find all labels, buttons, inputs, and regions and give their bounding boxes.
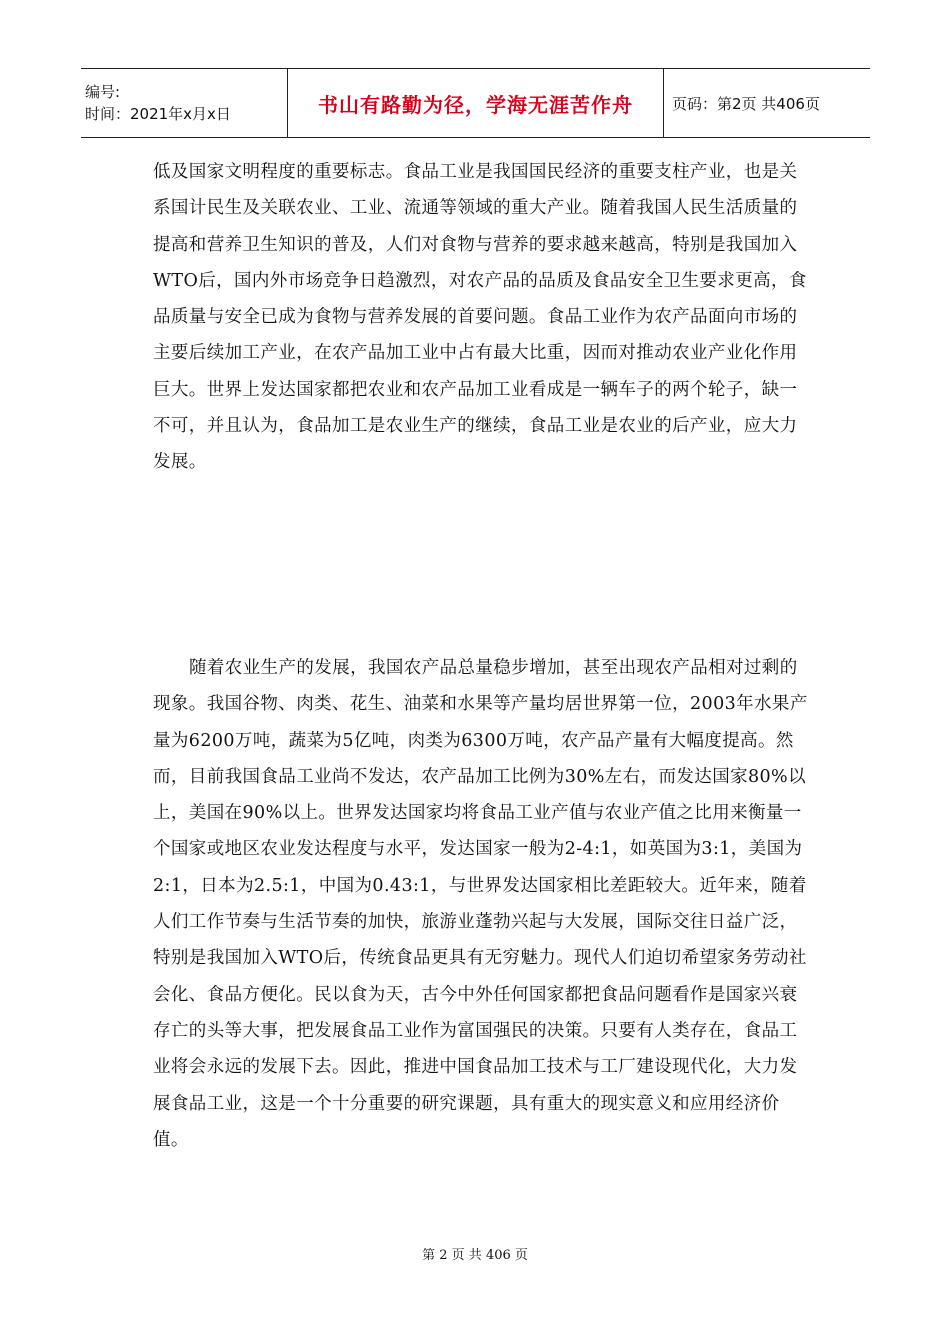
header-motto: 书山有路勤为径，学海无涯苦作舟 bbox=[318, 92, 633, 117]
header-motto-cell bbox=[288, 69, 664, 137]
page-header bbox=[81, 68, 870, 138]
document-number-label: 编号: bbox=[85, 83, 121, 101]
body-paragraph-1: 低及国家文明程度的重要标志。食品工业是我国国民经济的重要支柱产业，也是关系国计民生及关联农业、工业、流通等领域的重大产业。随着我国人民生活质量的提高和营养卫生知识的普及，人们对食物与营养的要求越来越高，特别是我国加入WTO后，国内外市场竞争日趋激烈，对农产品的品质及食品安全卫生要求更高，食品质量与安全已成为食物与营养发展的首要问题。食品工业作为农产品面向市场的主要后续加工产业，在农产品加工业中占有最大比重，因而对推动农业产业化作用巨大。世界上发达国家都把农业和农产品加工业看成是一辆车子的两个轮子，缺一不可，并且认为，食品加工是农业生产的继续，食品工业是农业的后产业，应大力发展。 bbox=[153, 162, 807, 473]
header-page-cell bbox=[664, 69, 870, 137]
document-time-label: 时间：2021年x月x日 bbox=[85, 105, 231, 123]
header-page-label: 页码：第2页 共406页 bbox=[672, 94, 820, 113]
page-footer-number: 第 2 页 共 406 页 bbox=[422, 1248, 528, 1263]
header-meta bbox=[81, 69, 288, 137]
body-paragraph-2: 随着农业生产的发展，我国农产品总量稳步增加，甚至出现农产品相对过剩的现象。我国谷物、肉类、花生、油菜和水果等产量均居世界第一位，2003年水果产量为6200万吨，蔬菜为5亿吨，肉类为6300万吨，农产品产量有大幅度提高。然而，目前我国食品工业尚不发达，农产品加工比例为30%左右，而发达国家80%以上，美国在90%以上。世界发达国家均将食品工业产值与农业产值之比用来衡量一个国家或地区农业发达程度与水平，发达国家一般为2-4:1，如英国为3:1，美国为2:1，日本为2.5:1，中国为0.43:1，与世界发达国家相比差距较大。近年来，随着人们工作节奏与生活节奏的加快，旅游业蓬勃兴起与大发展，国际交往日益广泛，特别是我国加入WTO后，传统食品更具有无穷魅力。现代人们迫切希望家务劳动社会化、食品方便化。民以食为天，古今中外任何国家都把食品问题看作是国家兴衰存亡的头等大事，把发展食品工业作为富国强民的决策。只要有人类存在，食品工业将会永远的发展下去。因此，推进中国食品加工技术与工厂建设现代化，大力发展食品工业，这是一个十分重要的研究课题，具有重大的现实意义和应用经济价值。 bbox=[153, 658, 808, 1150]
